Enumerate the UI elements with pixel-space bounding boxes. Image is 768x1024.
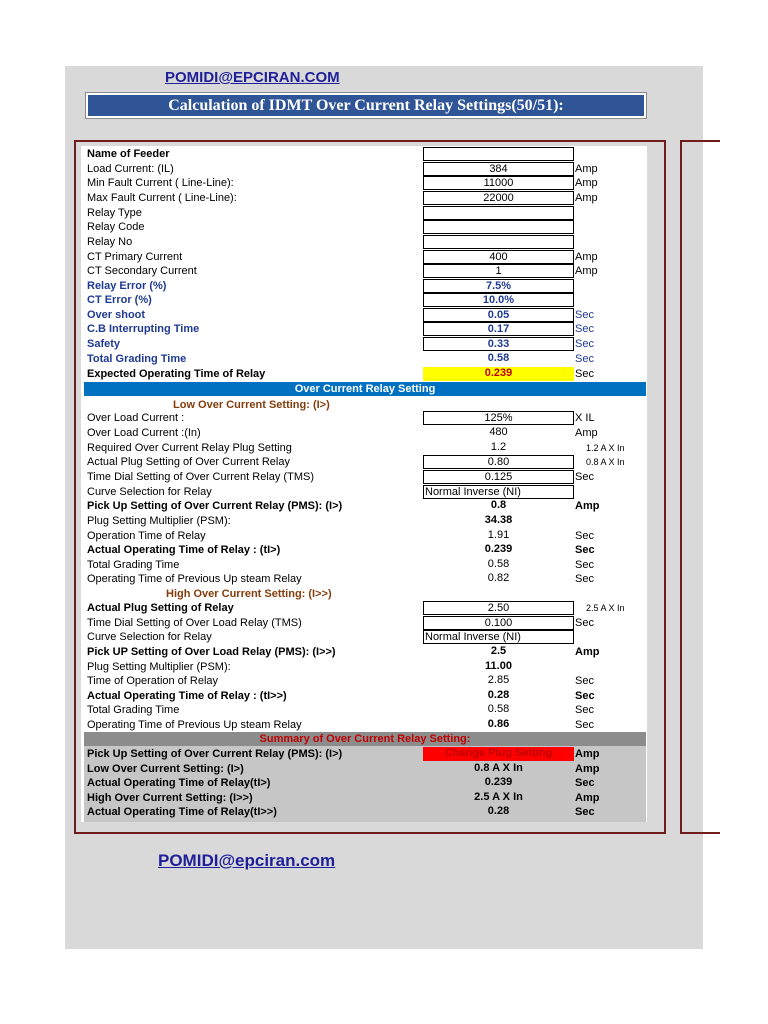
row-label: Pick Up Setting of Over Current Relay (PMS): (I>): [87, 748, 343, 760]
previous-relay-time-value: 0.82: [487, 572, 510, 584]
row-unit: Sec: [575, 719, 594, 731]
row-relay-error: [84, 279, 646, 293]
heading-text: High Over Current Setting: (I>>): [166, 588, 332, 600]
cb-interrupting-input[interactable]: 0.17: [423, 322, 574, 336]
row-label: Relay Type: [87, 207, 142, 219]
summary-row-pick-up: [84, 747, 646, 761]
bottom-email-link[interactable]: POMIDI@epciran.com: [158, 851, 336, 870]
relay-no-input[interactable]: [423, 235, 574, 249]
row-actual-operating-time: [84, 543, 646, 557]
row-high-curve-selection: [84, 630, 646, 644]
row-label: Actual Operating Time of Relay(tI>): [87, 777, 271, 789]
row-unit: Amp: [575, 646, 600, 658]
row-min-fault-current: [84, 176, 646, 190]
row-label: Required Over Current Relay Plug Setting: [87, 442, 292, 454]
row-label: Max Fault Current ( Line-Line):: [87, 192, 237, 204]
row-label: Relay Error (%): [87, 280, 167, 292]
curve-selection-dropdown[interactable]: Normal Inverse (NI): [423, 485, 574, 499]
row-unit: Sec: [575, 806, 595, 818]
row-over-load-current-pct: [84, 411, 646, 425]
row-safety: [84, 337, 646, 351]
safety-input[interactable]: 0.33: [423, 337, 574, 351]
row-high-psm: [84, 660, 646, 674]
row-unit: Amp: [575, 163, 598, 175]
top-email-link[interactable]: POMIDI@EPCIRAN.COM: [165, 69, 340, 86]
high-over-current-heading: [84, 587, 646, 601]
row-high-previous-relay: [84, 718, 646, 732]
actual-plug-setting-input[interactable]: 0.80: [423, 455, 574, 469]
row-label: Actual Plug Setting of Relay: [87, 602, 234, 614]
row-unit: Sec: [575, 573, 594, 585]
row-pick-up-setting: [84, 499, 646, 513]
row-relay-code: [84, 220, 646, 234]
row-unit: 2.5 A X In: [586, 603, 625, 613]
row-label: Total Grading Time: [87, 559, 180, 571]
actual-operating-time-value: 0.239: [484, 543, 513, 555]
row-unit: Amp: [575, 427, 598, 439]
heading-text: Low Over Current Setting: (I>): [173, 399, 330, 411]
row-previous-relay-time: [84, 572, 646, 586]
row-high-actual-plug: [84, 601, 646, 615]
row-label: Min Fault Current ( Line-Line):: [87, 177, 234, 189]
row-label: Total Grading Time: [87, 704, 180, 716]
row-label: Curve Selection for Relay: [87, 486, 212, 498]
row-load-current: [84, 162, 646, 176]
page-title: Calculation of IDMT Over Current Relay Settings(50/51):: [86, 93, 646, 118]
row-unit: 1.2 A X In: [586, 443, 625, 453]
high-pick-up-value: 2.5: [490, 645, 507, 657]
name-of-feeder-input[interactable]: [423, 147, 574, 161]
relay-error-input[interactable]: 7.5%: [423, 279, 574, 293]
high-time-dial-input[interactable]: 0.100: [423, 616, 574, 630]
row-actual-plug-setting: [84, 455, 646, 469]
change-plug-setting-alert: Change Plug Setting: [423, 747, 574, 761]
high-previous-relay-value: 0.86: [487, 718, 510, 730]
over-load-current-pct-input[interactable]: 125%: [423, 411, 574, 425]
row-high-actual-operating: [84, 689, 646, 703]
pick-up-setting-value: 0.8: [490, 499, 507, 511]
row-high-total-grading: [84, 703, 646, 717]
summary-row-high-time: [84, 805, 646, 819]
row-label: CT Error (%): [87, 294, 152, 306]
row-ct-error: [84, 293, 646, 307]
over-load-current-in-value: 480: [489, 426, 508, 438]
row-unit: Sec: [575, 353, 594, 365]
row-psm: [84, 514, 646, 528]
row-time-dial-setting: [84, 470, 646, 484]
summary-row-high-setting: [84, 791, 646, 805]
row-label: High Over Current Setting: (I>>): [87, 792, 253, 804]
load-current-input[interactable]: 384: [423, 162, 574, 176]
summary-row-low-time: [84, 776, 646, 790]
row-label: Safety: [87, 338, 121, 350]
high-curve-selection-dropdown[interactable]: Normal Inverse (NI): [423, 630, 574, 644]
row-relay-no: [84, 235, 646, 249]
row-label: Expected Operating Time of Relay: [87, 368, 266, 380]
summary-row-low-setting: [84, 762, 646, 776]
row-curve-selection: [84, 485, 646, 499]
row-label: Time Dial Setting of Over Current Relay (TMS): [87, 471, 314, 483]
total-grading-time-value: 0.58: [487, 352, 510, 364]
summary-low-setting-value: 0.8 A X In: [474, 762, 523, 774]
row-ct-secondary: [84, 264, 646, 278]
row-label: Over Load Current :: [87, 412, 185, 424]
row-label: Name of Feeder: [87, 148, 170, 160]
high-total-grading-value: 0.58: [487, 703, 510, 715]
row-label: Operating Time of Previous Up steam Relay: [87, 719, 302, 731]
row-relay-type: [84, 206, 646, 220]
high-time-operation-value: 2.85: [487, 674, 510, 686]
time-dial-setting-input[interactable]: 0.125: [423, 470, 574, 484]
total-grading-low-value: 0.58: [487, 558, 510, 570]
row-unit: Amp: [575, 192, 598, 204]
over-shoot-input[interactable]: 0.05: [423, 308, 574, 322]
row-unit: Sec: [575, 471, 594, 483]
low-over-current-heading: [84, 398, 646, 412]
row-unit: Sec: [575, 559, 594, 571]
high-actual-operating-value: 0.28: [487, 689, 510, 701]
summary-high-time-value: 0.28: [487, 805, 510, 817]
row-label: Operation Time of Relay: [87, 530, 206, 542]
relay-code-input[interactable]: [423, 220, 574, 234]
summary-low-time-value: 0.239: [484, 776, 513, 788]
row-unit: Sec: [575, 338, 594, 350]
row-unit: Amp: [575, 792, 600, 804]
row-unit: Sec: [575, 309, 594, 321]
row-unit: Amp: [575, 251, 598, 263]
row-unit: X IL: [575, 412, 595, 424]
row-unit: Sec: [575, 704, 594, 716]
row-unit: Sec: [575, 530, 594, 542]
operation-time-value: 1.91: [487, 529, 510, 541]
row-label: Time of Operation of Relay: [87, 675, 219, 687]
row-label: CT Secondary Current: [87, 265, 197, 277]
row-label: CT Primary Current: [87, 251, 183, 263]
row-required-plug-setting: [84, 441, 646, 455]
high-actual-plug-input[interactable]: 2.50: [423, 601, 574, 615]
row-label: Actual Plug Setting of Over Current Relay: [87, 456, 290, 468]
section-header-over-current: Over Current Relay Setting: [84, 382, 646, 396]
row-over-shoot: [84, 308, 646, 322]
ct-primary-input[interactable]: 400: [423, 250, 574, 264]
row-unit: Amp: [575, 763, 600, 775]
row-unit: Sec: [575, 544, 595, 556]
row-label: Relay Code: [87, 221, 145, 233]
required-plug-setting-value: 1.2: [490, 441, 507, 453]
row-label: Pick Up Setting of Over Current Relay (PMS): (I>): [87, 500, 343, 512]
side-panel-frame: [680, 140, 720, 834]
row-label: Total Grading Time: [87, 353, 187, 365]
row-label: C.B Interrupting Time: [87, 323, 200, 335]
row-unit: Sec: [575, 777, 595, 789]
summary-heading: Summary of Over Current Relay Setting:: [84, 732, 646, 746]
row-unit: 0.8 A X In: [586, 457, 625, 467]
row-cb-interrupting: [84, 322, 646, 336]
row-label: Load Current: (IL): [87, 163, 174, 175]
row-unit: Amp: [575, 177, 598, 189]
row-unit: Sec: [575, 675, 594, 687]
row-total-grading-time: [84, 352, 646, 366]
row-label: Over Load Current :(In): [87, 427, 201, 439]
row-label: Curve Selection for Relay: [87, 631, 212, 643]
ct-secondary-input[interactable]: 1: [423, 264, 574, 278]
row-over-load-current-in: [84, 426, 646, 440]
row-label: Actual Operating Time of Relay(tI>>): [87, 806, 277, 818]
ct-error-input[interactable]: 10.0%: [423, 293, 574, 307]
row-label: Actual Operating Time of Relay : (tI>): [87, 544, 281, 556]
row-label: Operating Time of Previous Up steam Relay: [87, 573, 302, 585]
row-high-time-dial: [84, 616, 646, 630]
high-psm-value: 11.00: [485, 660, 512, 672]
row-unit: Sec: [575, 617, 594, 629]
row-unit: Sec: [575, 323, 594, 335]
row-label: Plug Setting Multiplier (PSM):: [87, 661, 231, 673]
row-unit: Amp: [575, 500, 600, 512]
min-fault-current-input[interactable]: 11000: [423, 176, 574, 190]
row-label: Relay No: [87, 236, 133, 248]
row-total-grading-low: [84, 558, 646, 572]
row-unit: Amp: [575, 265, 598, 277]
row-high-time-operation: [84, 674, 646, 688]
row-operation-time: [84, 529, 646, 543]
row-label: Time Dial Setting of Over Load Relay (TMS): [87, 617, 302, 629]
row-label: Pick UP Setting of Over Load Relay (PMS): (I>>): [87, 646, 336, 658]
max-fault-current-input[interactable]: 22000: [423, 191, 574, 205]
row-label: Over shoot: [87, 309, 146, 321]
psm-value: 34.38: [484, 514, 513, 526]
row-ct-primary: [84, 250, 646, 264]
summary-high-setting-value: 2.5 A X In: [474, 791, 523, 803]
row-label: Low Over Current Setting: (I>): [87, 763, 244, 775]
row-unit: Amp: [575, 748, 600, 760]
row-name-of-feeder: [84, 147, 646, 161]
row-high-pick-up: [84, 645, 646, 659]
relay-type-input[interactable]: [423, 206, 574, 220]
row-label: Actual Operating Time of Relay : (tI>>): [87, 690, 287, 702]
row-unit: Sec: [575, 690, 595, 702]
row-expected-operating-time: [84, 367, 646, 381]
row-label: Plug Setting Multiplier (PSM):: [87, 515, 231, 527]
expected-operating-time-value: 0.239: [423, 367, 574, 381]
row-unit: Sec: [575, 368, 594, 380]
row-max-fault-current: [84, 191, 646, 205]
